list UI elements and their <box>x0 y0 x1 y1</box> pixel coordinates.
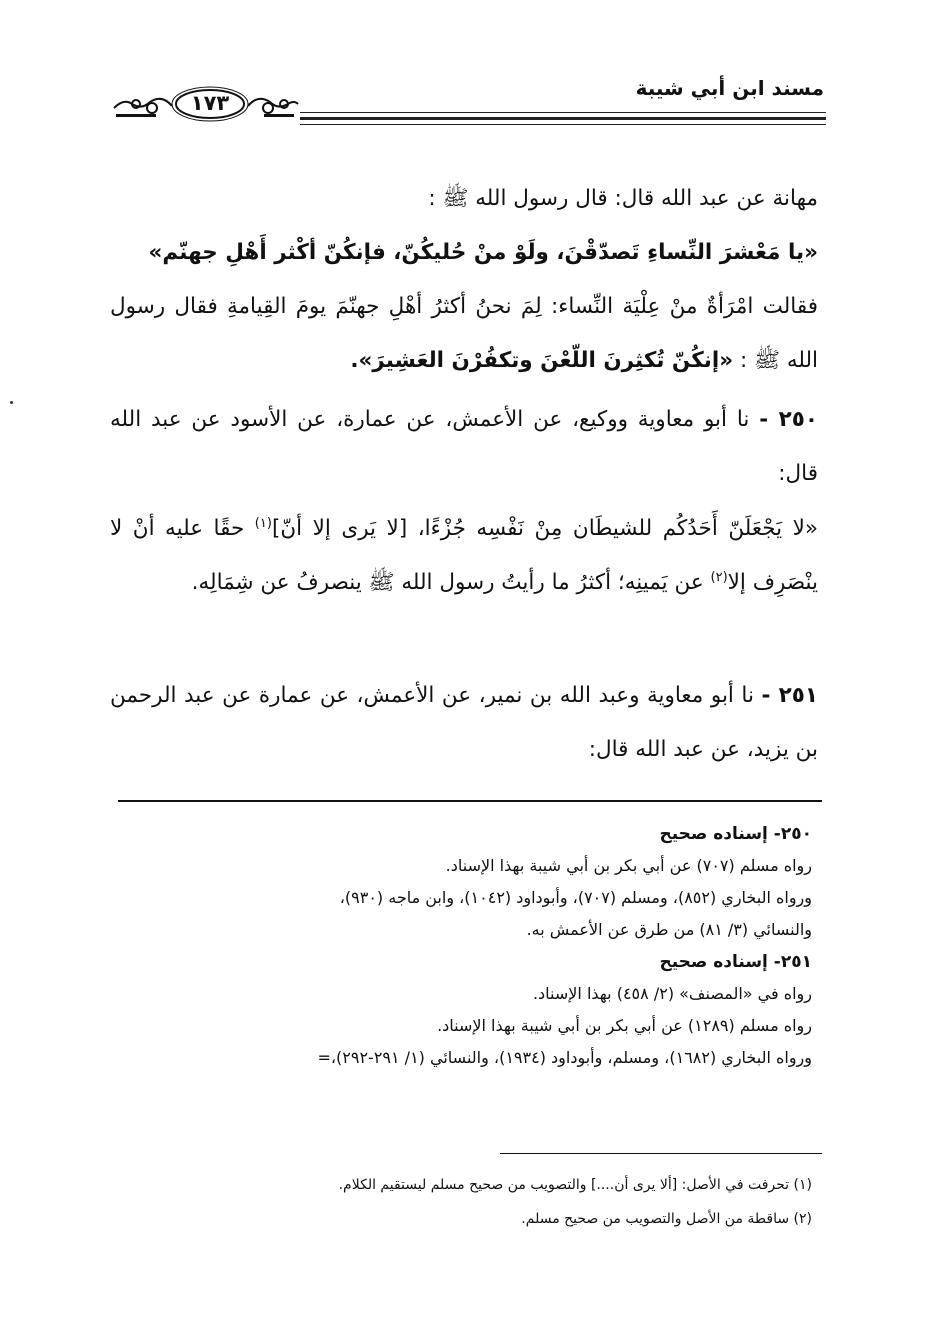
hadith-251-chain-paragraph <box>110 669 818 777</box>
footnote-ref-1: (١) <box>254 515 272 531</box>
hadith-250-chain: نا أبو معاوية ووكيع، عن الأعمش، عن عمارة، عن الأسود عن عبد الله قال: <box>110 407 818 486</box>
hadith-251-number: ٢٥١ - <box>761 683 818 708</box>
note-250-heading: ٢٥٠- إسناده صحيح <box>659 824 812 844</box>
running-header-title: مسند ابن أبي شيبة <box>635 76 824 100</box>
hadith-250-matn <box>110 502 818 610</box>
scan-speck <box>10 401 13 404</box>
footnote-ref-2: (٢) <box>710 569 728 585</box>
hadith-251-chain: نا أبو معاوية وعبد الله بن نمير، عن الأعمش، عن عمارة عن عبد الرحمن بن يزيد، عن عبد الله قال: <box>110 683 818 762</box>
hadith-250-text-b: حقًا عليه أنْ لا ينْصَرِف إلا <box>110 516 818 595</box>
note-251-line: ورواه البخاري (١٦٨٢)، ومسلم، وأبوداود (١٩٣٤)، والنسائي (١/ ٢٩١-٢٩٢)،= <box>317 1048 812 1067</box>
question-paragraph <box>110 280 818 388</box>
header-rule <box>300 112 826 113</box>
hadith-250-number: ٢٥٠ - <box>759 407 818 432</box>
note-250-line: ورواه البخاري (٨٥٢)، ومسلم (٧٠٧)، وأبوداود (١٠٤٢)، وابن ماجه (٩٣٠)، <box>339 888 812 907</box>
main-text <box>110 172 818 388</box>
note-251-line: رواه مسلم (١٢٨٩) عن أبي بكر بن أبي شيبة بهذا الإسناد. <box>437 1016 812 1035</box>
note-250-line: رواه مسلم (٧٠٧) عن أبي بكر بن أبي شيبة بهذا الإسناد. <box>445 856 812 875</box>
hadith-250-text-a: «لا يَجْعَلَنّ أَحَدُكُم للشيطَان مِنْ نَفْسِه جُزْءًا، [لا يَرى إلا أنّ] <box>271 516 818 541</box>
page-number: ١٧٣ <box>190 91 230 115</box>
footnotes <box>180 1168 812 1236</box>
note-251-line: رواه في «المصنف» (٢/ ٤٥٨) بهذا الإسناد. <box>532 984 812 1003</box>
hadith-250-text <box>110 502 818 610</box>
hadith-250-chain-paragraph <box>110 393 818 501</box>
hadith-251 <box>110 669 818 777</box>
footnote-2: (٢) ساقطة من الأصل والتصويب من صحيح مسلم. <box>521 1211 812 1227</box>
header-rule <box>300 124 826 125</box>
footnote-separator <box>500 1153 822 1154</box>
note-250-line: والنسائي (٣/ ٨١) من طرق عن الأعمش به. <box>526 920 812 939</box>
note-251-heading: ٢٥١- إسناده صحيح <box>659 952 812 972</box>
hadith-women-charity: «يا مَعْشرَ النِّساءِ تَصدّقْنَ، ولَوْ منْ حُليكُنّ، فإنكُنّ أكْثر أَهْلِ جهنّم» <box>148 240 818 265</box>
question-lead: فقالت امْرَأةٌ منْ عِلْيَة النِّساء: لِمَ نحنُ أكثرُ أهْلِ جهنّمَ يومَ القِيامةِ فقال رسول الله ﷺ : <box>110 294 818 373</box>
hadith-250 <box>110 393 818 501</box>
notes-separator <box>118 800 822 802</box>
intro-line: مهانة عن عبد الله قال: قال رسول الله ﷺ : <box>428 186 818 211</box>
takhrij-notes <box>100 818 812 1074</box>
header-rule <box>300 117 826 120</box>
hadith-250-text-c: عن يَمينِه؛ أكثرُ ما رأيتُ رسول الله ﷺ ينصرفُ عن شِمَالِه. <box>191 570 704 595</box>
footnote-1: (١) تحرفت في الأصل: [ألا يرى أن....] والتصويب من صحيح مسلم ليستقيم الكلام. <box>338 1177 812 1193</box>
answer-hadith: «إنكُنّ تُكثِرنَ اللّعْنَ وتكفُرْنَ العَشِيرَ». <box>350 348 734 373</box>
